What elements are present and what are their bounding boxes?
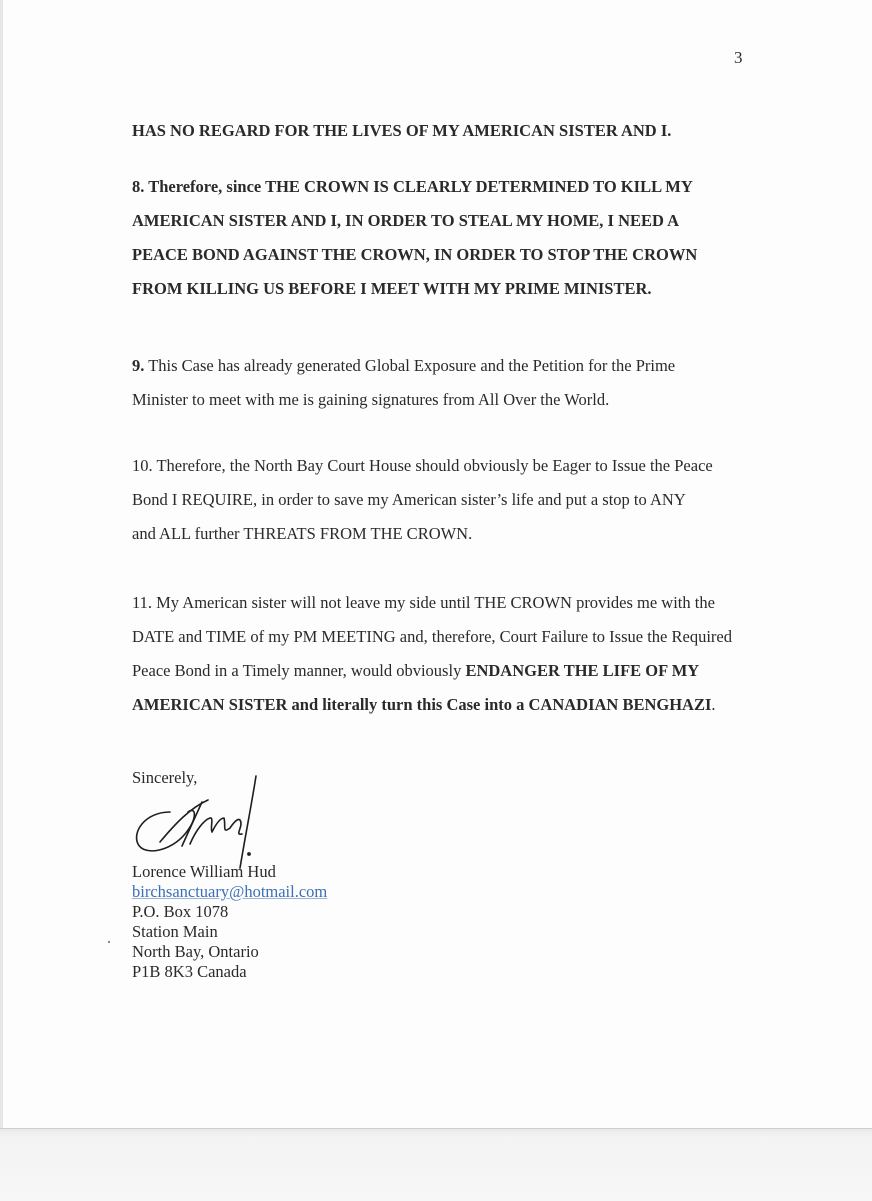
address-line: P.O. Box 1078 bbox=[132, 902, 229, 921]
paragraph-line: FROM KILLING US BEFORE I MEET WITH MY PRIME MINISTER. bbox=[132, 279, 652, 298]
handwritten-signature bbox=[130, 772, 280, 872]
paragraph-line: 11. My American sister will not leave my side until THE CROWN provides me with the bbox=[132, 593, 715, 612]
address-line: North Bay, Ontario bbox=[132, 942, 259, 961]
paragraph-line bbox=[132, 349, 772, 383]
closing-salutation: Sincerely, bbox=[132, 768, 198, 787]
paragraph-text: 8. Therefore, since bbox=[132, 177, 266, 196]
paragraph-text: This Case has already generated Global Exposure and the Petition for the Prime bbox=[144, 356, 676, 375]
scan-border-left bbox=[0, 0, 3, 1128]
paragraph-line: 10. Therefore, the North Bay Court House should obviously be Eager to Issue the Peace bbox=[132, 456, 713, 475]
address-line: P1B 8K3 Canada bbox=[132, 962, 247, 981]
paragraph-line: Bond I REQUIRE, in order to save my American sister’s life and put a stop to ANY bbox=[132, 490, 686, 509]
signer-email-link[interactable]: birchsanctuary@hotmail.com bbox=[132, 882, 328, 901]
paragraph-line bbox=[132, 170, 772, 204]
page-number: 3 bbox=[734, 48, 743, 67]
paragraph-line: DATE and TIME of my PM MEETING and, therefore, Court Failure to Issue the Required bbox=[132, 627, 732, 646]
paragraph-line: PEACE BOND AGAINST THE CROWN, IN ORDER TO STOP THE CROWN bbox=[132, 245, 698, 264]
paragraph-line bbox=[132, 654, 772, 688]
paragraph-text: . bbox=[711, 695, 716, 714]
paragraph-continuation bbox=[132, 114, 772, 148]
paragraph-line bbox=[132, 688, 772, 722]
paragraph-line: HAS NO REGARD FOR THE LIVES OF MY AMERICAN SISTER AND I. bbox=[132, 121, 672, 140]
paragraph-8 bbox=[132, 170, 772, 306]
paragraph-9 bbox=[132, 349, 772, 417]
paragraph-text: Peace Bond in a Timely manner, would obviously bbox=[132, 661, 466, 680]
paragraph-text-emphasis: ENDANGER THE LIFE OF MY bbox=[465, 661, 700, 680]
scan-border-bottom bbox=[0, 1128, 872, 1201]
paragraph-line: AMERICAN SISTER AND I, IN ORDER TO STEAL MY HOME, I NEED A bbox=[132, 211, 680, 230]
paragraph-number: 9. bbox=[132, 356, 145, 375]
paragraph-10 bbox=[132, 449, 772, 551]
signature-block bbox=[132, 862, 327, 982]
signer-name: Lorence William Hud bbox=[132, 862, 276, 881]
address-line: Station Main bbox=[132, 922, 218, 941]
paragraph-text-emphasis: AMERICAN SISTER and literally turn this Case into a CANADIAN BENGHAZI bbox=[132, 695, 712, 714]
paragraph-text: THE CROWN IS CLEARLY DETERMINED TO KILL MY bbox=[265, 177, 693, 196]
scan-speck bbox=[108, 941, 110, 943]
paragraph-11 bbox=[132, 586, 772, 722]
paragraph-line: Minister to meet with me is gaining signatures from All Over the World. bbox=[132, 390, 610, 409]
paragraph-line: and ALL further THREATS FROM THE CROWN. bbox=[132, 524, 473, 543]
